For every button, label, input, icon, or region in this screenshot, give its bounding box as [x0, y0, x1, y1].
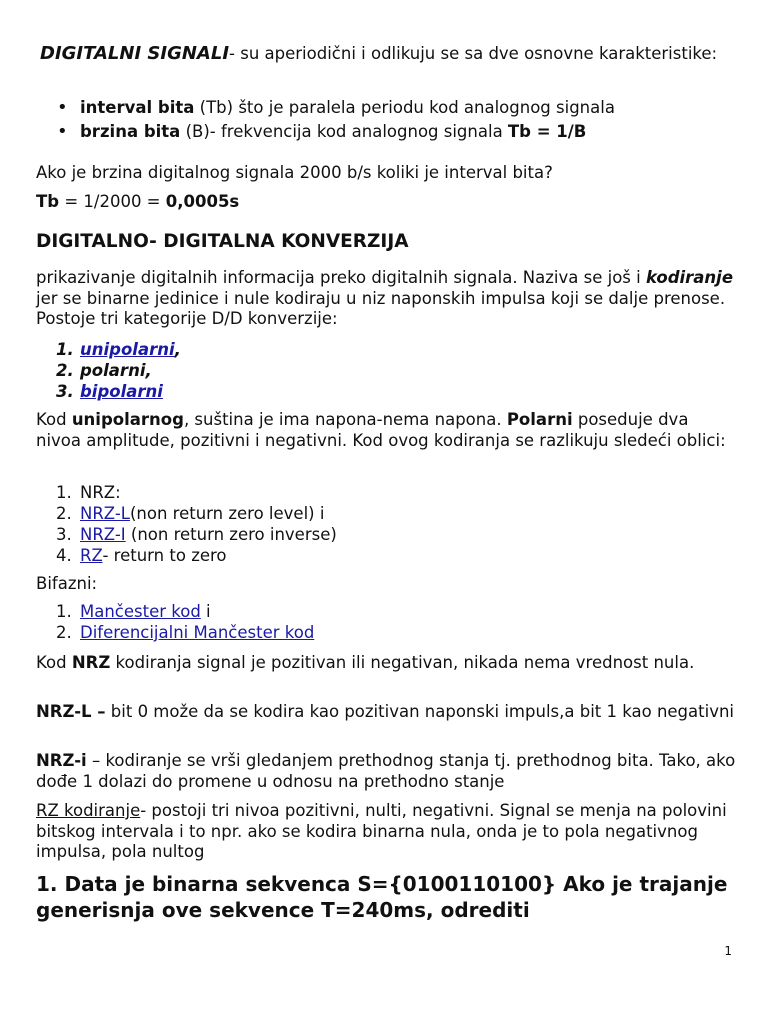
list-item: 2. NRZ-L(non return zero level) i	[56, 504, 325, 523]
intro-text: - su aperiodični i odlikuju se sa dve osnovne karakteristike:	[229, 44, 718, 63]
categories-list	[36, 339, 181, 402]
characteristics-list	[36, 96, 615, 144]
question-text: Ako je brzina digitalnog signala 2000 b/s koliki je interval bita?	[36, 163, 553, 182]
unipolar-paragraph: Kod unipolarnog, suština je ima napona-nema napona. Polarni poseduje dva nivoa amplitude, pozitivni i negativni. Kod ovog kodiranja se razlikuju sledeći oblici:	[36, 410, 726, 450]
diff-manchester-link[interactable]: Diferencijalni Mančester kod	[80, 623, 315, 642]
conversion-paragraph: prikazivanje digitalnih informacija preko digitalnih signala. Naziva se još i kodiranje jer se binarne jedinice i nule kodiraju u niz naponskih impulsa koji se dalje prenose. Postoje tri kategorije D/D konverzije:	[36, 268, 734, 328]
nrz-l-link[interactable]: NRZ-L	[80, 504, 130, 523]
unipolarni-link[interactable]: unipolarni	[80, 340, 175, 359]
nrz-i-paragraph: NRZ-i – kodiranje se vrši gledanjem prethodnog stanja tj. prethodnog bita. Tako, ako dođe 1 dolazi do promene u odnosu na prethodno stanje	[36, 751, 736, 791]
bipolarni-link[interactable]: bipolarni	[80, 382, 163, 401]
nrz-i-link[interactable]: NRZ-I	[80, 525, 126, 544]
list-item: 1. NRZ:	[56, 483, 121, 502]
intro-paragraph	[36, 44, 736, 65]
bifazni-label: Bifazni:	[36, 574, 98, 593]
list-item: 3. bipolarni	[56, 382, 163, 401]
intro-title: DIGITALNI SIGNALI	[40, 43, 230, 64]
section-heading: DIGITALNO- DIGITALNA KONVERZIJA	[36, 231, 409, 252]
list-item: 1. Mančester kod i	[56, 602, 211, 621]
list-item: 4. RZ- return to zero	[56, 546, 227, 565]
nrz-paragraph: Kod NRZ kodiranja signal je pozitivan ili negativan, nikada nema vrednost nula.	[36, 653, 695, 672]
list-item: 2. Diferencijalni Mančester kod	[56, 623, 315, 642]
list-item: 3. NRZ-I (non return zero inverse)	[56, 525, 337, 544]
list-item: • interval bita (Tb) što je paralela periodu kod analognog signala	[36, 96, 615, 120]
rz-link[interactable]: RZ	[80, 546, 103, 565]
list-item: 2. polarni,	[56, 361, 152, 380]
task-heading: 1. Data je binarna sekvenca S={0100110100} Ako je trajanje generisnja ove sekvence T=240ms, odrediti	[36, 872, 728, 922]
list-item: 1. unipolarni,	[56, 340, 181, 359]
nrz-l-paragraph: NRZ-L – bit 0 može da se kodira kao pozitivan naponski impuls,a bit 1 kao negativni	[36, 702, 735, 721]
page-number: 1	[724, 944, 732, 958]
manchester-link[interactable]: Mančester kod	[80, 602, 201, 621]
equation: Tb = 1/2000 = 0,0005s	[36, 192, 240, 211]
forms-list	[36, 482, 337, 566]
rz-paragraph: RZ kodiranje- postoji tri nivoa pozitivni, nulti, negativni. Signal se menja na polovini bitskog intervala i to npr. ako se kodira binarna nula, onda je to pola negativnog impulsa, pola nultog	[36, 801, 727, 861]
biphase-list	[36, 601, 314, 643]
list-item: • brzina bita (B)- frekvencija kod analognog signala Tb = 1/B	[36, 120, 615, 144]
